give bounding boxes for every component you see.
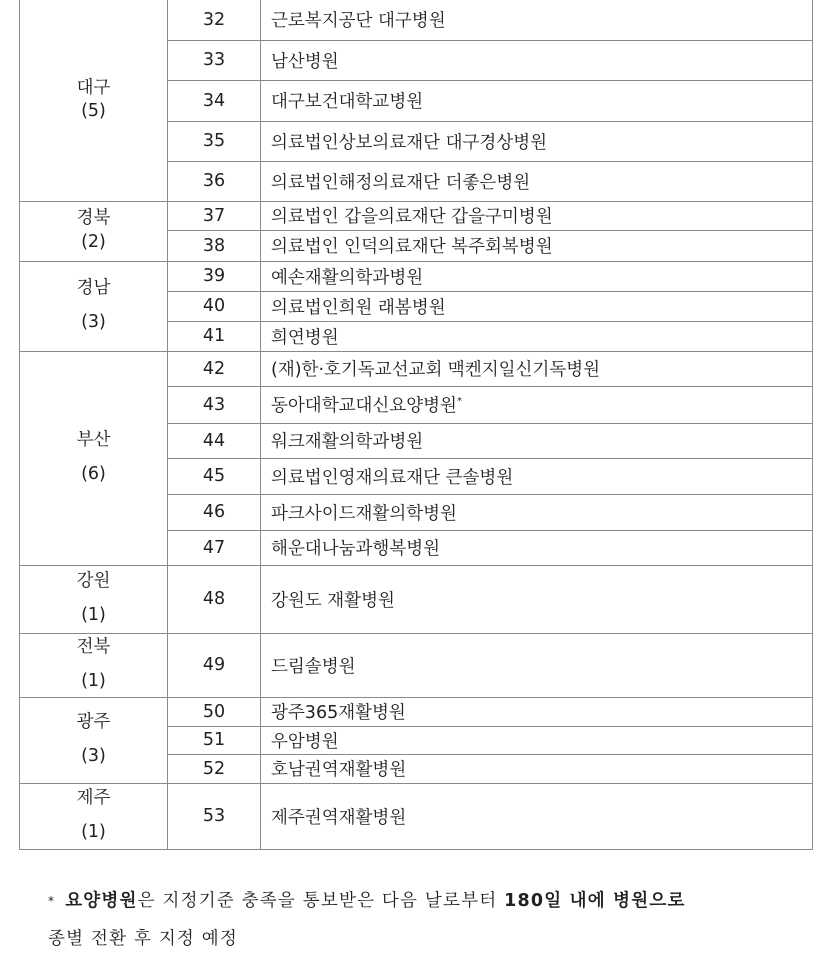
hospital-name: 의료법인해정의료재단 더좋은병원 [271,172,531,193]
region-name: 광주 [76,712,111,733]
hospital-number: 49 [168,633,261,697]
hospital-name-cell [261,458,813,494]
hospital-name-cell [261,351,813,386]
hospital-name: 의료법인희원 래봄병원 [271,297,446,318]
table-row [20,783,813,849]
region-cell [20,633,168,697]
region-cell [20,697,168,783]
region-name: 경남 [76,278,111,299]
hospital-name: 광주365재활병원 [271,703,406,723]
hospital-name: 우암병원 [271,731,339,752]
hospital-number: 53 [168,783,261,849]
hospital-name-cell [261,726,813,754]
hospital-name: 대구보건대학교병원 [271,92,424,112]
hospital-number: 37 [168,201,261,230]
hospital-name-cell [261,261,813,291]
hospital-name-cell [261,121,813,161]
region-count: (1) [81,671,106,691]
region-cell [20,261,168,351]
hospital-name-cell [261,40,813,80]
nursing-hospital-mark: * [456,396,462,408]
hospital-name-cell [261,530,813,565]
hospital-number: 45 [168,458,261,494]
table-row [20,351,813,386]
region-name: 부산 [76,430,111,451]
hospital-table [19,0,813,850]
hospital-name: 파크사이드재활의학병원 [271,503,457,524]
region-count: (5) [81,101,106,122]
hospital-number: 34 [168,80,261,121]
table-row [20,697,813,726]
region-cell [20,201,168,261]
region-name: 경북 [76,208,111,229]
footnote-mark: * [48,894,56,908]
table-row [20,565,813,633]
hospital-name-cell [261,494,813,530]
table-row [20,633,813,697]
hospital-number: 46 [168,494,261,530]
table-row [20,201,813,230]
footnote-days: 180일 내에 병원으로 [504,891,686,911]
region-count: (3) [81,746,106,766]
hospital-name: 희연병원 [271,327,339,348]
hospital-number: 48 [168,565,261,633]
region-count: (1) [81,822,106,842]
table-row [20,261,813,291]
hospital-number: 33 [168,40,261,80]
hospital-number: 42 [168,351,261,386]
hospital-number: 52 [168,754,261,783]
hospital-name: 의료법인 인덕의료재단 복주회복병원 [271,237,553,257]
hospital-name-cell [261,291,813,321]
hospital-name-cell [261,386,813,423]
hospital-number: 41 [168,321,261,351]
hospital-name-cell [261,0,813,40]
hospital-name-cell [261,783,813,849]
hospital-name: 제주권역재활병원 [271,807,407,828]
hospital-name-cell [261,565,813,633]
hospital-name: 남산병원 [271,51,339,72]
region-cell [20,351,168,565]
hospital-name: 예손재활의학과병원 [271,267,424,288]
region-count: (3) [81,312,106,332]
hospital-number: 50 [168,697,261,726]
hospital-number: 40 [168,291,261,321]
hospital-name: 의료법인상보의료재단 대구경상병원 [271,132,548,153]
region-name: 제주 [76,788,111,809]
footnote-text-a: 은 지정기준 충족을 통보받은 다음 날로부터 [137,891,505,911]
footnote-text-b: 종별 전환 후 지정 예정 [48,929,238,949]
region-cell [20,0,168,201]
hospital-name: 의료법인 갑을의료재단 갑을구미병원 [271,207,553,227]
hospital-number: 35 [168,121,261,161]
hospital-name-cell [261,161,813,201]
region-cell [20,565,168,633]
footnote [48,882,818,958]
hospital-name: 동아대학교대신요양병원 [271,396,457,416]
hospital-name-cell [261,423,813,458]
hospital-name-cell [261,754,813,783]
hospital-name-cell [261,697,813,726]
region-name: 전북 [76,637,111,658]
region-cell [20,783,168,849]
region-count: (1) [81,605,106,625]
hospital-name: 강원도 재활병원 [271,590,395,611]
hospital-name: 해운대나눔과행복병원 [271,539,441,559]
hospital-name-cell [261,230,813,261]
hospital-name: 근로복지공단 대구병원 [271,11,446,32]
hospital-number: 43 [168,386,261,423]
hospital-name: 호남권역재활병원 [271,760,407,780]
footnote-term: 요양병원 [65,891,138,911]
hospital-number: 39 [168,261,261,291]
hospital-number: 32 [168,0,261,40]
hospital-number: 51 [168,726,261,754]
region-name: 대구 [76,77,111,98]
hospital-name: 의료법인영재의료재단 큰솔병원 [271,467,514,488]
hospital-name: 드림솔병원 [271,656,356,677]
hospital-number: 47 [168,530,261,565]
region-name: 강원 [76,571,111,592]
region-count: (6) [81,464,106,484]
hospital-number: 44 [168,423,261,458]
hospital-number: 36 [168,161,261,201]
hospital-number: 38 [168,230,261,261]
region-count: (2) [81,232,106,252]
hospital-name-cell [261,201,813,230]
hospital-name: 워크재활의학과병원 [271,432,424,452]
hospital-name: (재)한·호기독교선교회 맥켄지일신기독병원 [271,360,601,380]
table-row [20,0,813,40]
hospital-name-cell [261,80,813,121]
hospital-name-cell [261,633,813,697]
hospital-name-cell [261,321,813,351]
